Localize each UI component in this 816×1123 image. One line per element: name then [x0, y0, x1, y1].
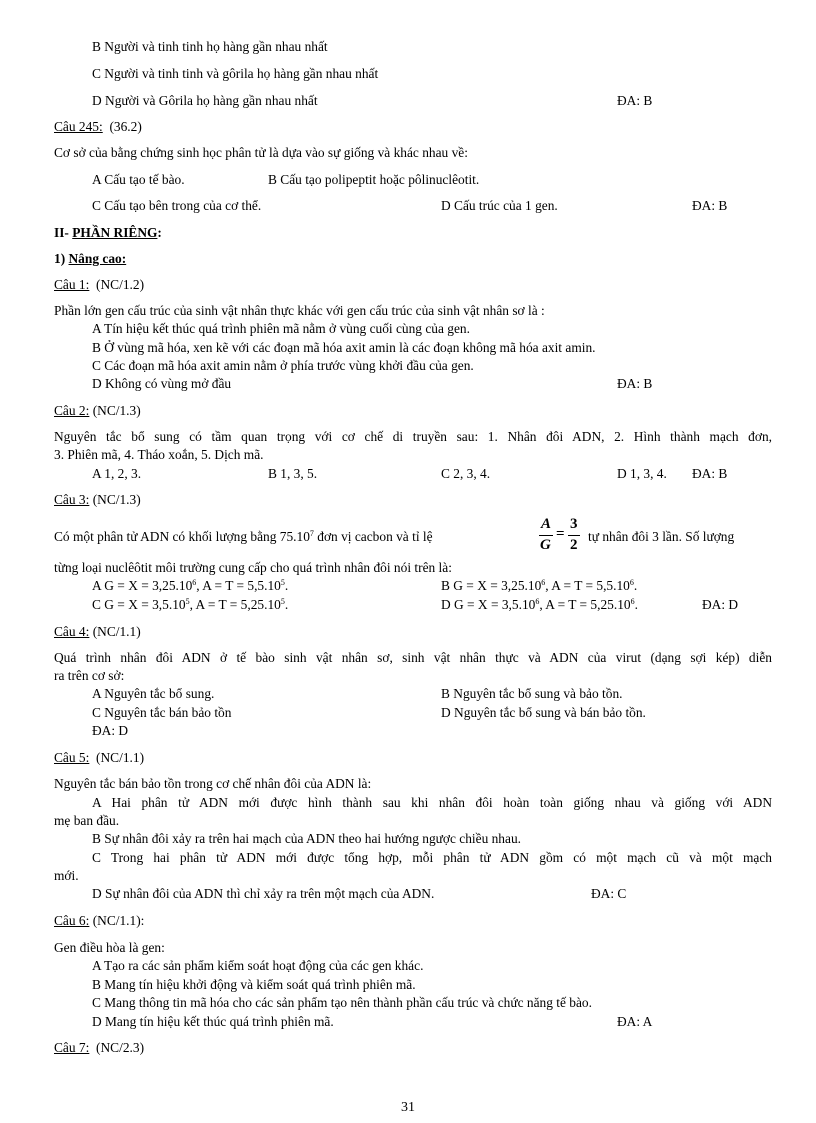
equals-sign: =: [556, 526, 565, 542]
option-d: D Sự nhân đôi của ADN thì chỉ xảy ra trên một mạch của ADN.: [92, 886, 435, 901]
question-code: (NC/1.3): [92, 492, 141, 507]
question-code: (NC/1.1): [96, 750, 145, 765]
answer: ĐA: B: [692, 198, 728, 213]
option-a: A Tín hiệu kết thúc quá trình phiên mã nằm ở vùng cuối cùng của gen.: [92, 321, 470, 336]
question-code: (NC/1.1): [92, 624, 141, 639]
option-c: C Mang thông tin mã hóa cho các sản phẩm tạo nên thành phần cấu trúc và chức năng tế bào.: [92, 995, 592, 1010]
question-header: [54, 624, 141, 640]
question-label: Câu 2:: [54, 403, 90, 418]
question-label: Câu 1:: [54, 277, 90, 292]
option-c-line-1: C Trong hai phân tử ADN mới được tổng hợp, mỗi phân tử ADN gồm có một mạch cũ và một mạch: [92, 850, 772, 865]
option-d: D $G = X = 3,5.10^6$, $A = T = 5,25.10^6$.: [441, 597, 638, 612]
question-label: Câu 5:: [54, 750, 90, 765]
option-a: A 1, 2, 3.: [92, 466, 142, 481]
question-label: Câu 4:: [54, 624, 90, 639]
option-d: D Nguyên tắc bổ sung và bán bảo tồn.: [441, 705, 646, 720]
answer: ĐA: C: [591, 886, 627, 901]
option-b: B Nguyên tắc bổ sung và bảo tồn.: [441, 686, 623, 701]
section-heading: II- PHẦN RIÊNG:: [54, 225, 162, 240]
question-label: Câu 3:: [54, 492, 90, 507]
question-stem-line-2: từng loại nuclêôtit môi trường cung cấp cho quá trình nhân đôi nói trên là:: [54, 560, 452, 575]
question-code: (NC/1.2): [96, 277, 145, 292]
question-code: (NC/1.1):: [92, 913, 145, 928]
option-a: A Nguyên tắc bổ sung.: [92, 686, 215, 701]
option-c: C Người và tinh tinh và gôrila họ hàng gần nhau nhất: [92, 66, 379, 81]
option-d: D Cấu trúc của 1 gen.: [441, 198, 558, 213]
question-stem-line-2: ra trên cơ sở:: [54, 668, 125, 683]
question-header: [54, 913, 144, 929]
answer: ĐA: B: [617, 376, 653, 391]
option-a-line-2: mẹ ban đầu.: [54, 813, 120, 828]
subsection-heading: 1) Nâng cao:: [54, 251, 127, 266]
answer: ĐA: D: [702, 597, 739, 612]
option-d: D Không có vùng mở đầu: [92, 376, 232, 391]
ratio-bar: [568, 535, 580, 536]
question-stem-line-1: Quá trình nhân đôi ADN ở tế bào sinh vật nhân sơ, sinh vật nhân thực và ADN của virut (dạng sợi kép) diễn: [54, 650, 772, 665]
section-title: PHẦN RIÊNG: [72, 225, 158, 240]
question-label: Câu 245:: [54, 119, 103, 134]
answer: ĐA: D: [92, 723, 129, 738]
option-a: A Tạo ra các sản phẩm kiểm soát hoạt động của các gen khác.: [92, 958, 424, 973]
question-stem-line-1: Nguyên tắc bổ sung có tầm quan trọng với cơ chế di truyền sau: 1. Nhân đôi ADN, 2. Hình thành mạch đơn,: [54, 429, 772, 444]
question-header: [54, 492, 141, 508]
question-code: (36.2): [109, 119, 142, 134]
option-c: C Cấu tạo bên trong của cơ thể.: [92, 198, 262, 213]
fraction-bar: [539, 535, 553, 536]
option-b: B Người và tinh tinh họ hàng gần nhau nhất: [92, 39, 328, 54]
question-label: Câu 7:: [54, 1040, 90, 1055]
question-header: [54, 403, 141, 419]
option-a-line-1: A Hai phân tử ADN mới được hình thành sau khi nhân đôi hoàn toàn giống nhau và giống với ADN: [92, 795, 772, 810]
option-b: B Cấu tạo polipeptit hoặc pôlinuclêotit.: [268, 172, 480, 187]
option-d: D Mang tín hiệu kết thúc quá trình phiên mã.: [92, 1014, 334, 1029]
question-code: (NC/1.3): [92, 403, 141, 418]
option-b: B Sự nhân đôi xảy ra trên hai mạch của ADN theo hai hướng ngược chiều nhau.: [92, 831, 521, 846]
answer: ĐA: B: [617, 93, 653, 108]
fraction-denominator: G: [540, 537, 551, 553]
question-header: [54, 277, 144, 293]
question-stem: Gen điều hòa là gen:: [54, 940, 165, 955]
option-a: A Cấu tạo tế bào.: [92, 172, 185, 187]
option-c-line-2: mới.: [54, 868, 79, 883]
option-b: B 1, 3, 5.: [268, 466, 318, 481]
question-header: [54, 1040, 144, 1056]
question-code: (NC/2.3): [96, 1040, 145, 1055]
option-c: C Các đoạn mã hóa axit amin nằm ở phía trước vùng khởi đầu của gen.: [92, 358, 474, 373]
question-label: Câu 6:: [54, 913, 90, 928]
option-b: B $G = X = 3,25.10^6$, $A = T = 5,5.10^6$.: [441, 578, 638, 593]
option-b: B Ở vùng mã hóa, xen kẽ với các đoạn mã hóa axit amin là các đoạn không mã hóa axit amin.: [92, 340, 596, 355]
option-d: D 1, 3, 4.: [617, 466, 667, 481]
answer: ĐA: A: [617, 1014, 653, 1029]
question-stem-line-1-end: tự nhân đôi 3 lần. Số lượng: [588, 529, 735, 544]
ratio-numerator: 3: [570, 516, 578, 532]
option-d: D Người và Gôrila họ hàng gần nhau nhất: [92, 93, 318, 108]
option-c: C 2, 3, 4.: [441, 466, 491, 481]
question-stem: Phần lớn gen cấu trúc của sinh vật nhân thực khác với gen cấu trúc của sinh vật nhân sơ là :: [54, 303, 545, 318]
question-stem: Cơ sở của bằng chứng sinh học phân tử là dựa vào sự giống và khác nhau về:: [54, 145, 468, 160]
question-stem: Nguyên tắc bán bảo tồn trong cơ chế nhân đôi của ADN là:: [54, 776, 372, 791]
fraction-numerator: A: [541, 516, 552, 532]
question-stem-line-1: Có một phân tử ADN có khối lượng bằng 75.10$^7$ đơn vị cacbon và tỉ lệ: [54, 529, 433, 544]
ratio-denominator: 2: [570, 537, 578, 553]
page-number: 31: [401, 1100, 415, 1115]
question-header: [54, 119, 142, 135]
question-header: [54, 750, 144, 766]
question-stem-line-2: 3. Phiên mã, 4. Tháo xoắn, 5. Dịch mã.: [54, 447, 264, 462]
answer: ĐA: B: [692, 466, 728, 481]
option-c: C Nguyên tắc bán bảo tồn: [92, 705, 232, 720]
option-a: A $G = X = 3,25.10^6$, $A = T = 5,5.10^5$.: [92, 578, 289, 593]
option-b: B Mang tín hiệu khởi động và kiểm soát quá trình phiên mã.: [92, 977, 416, 992]
option-c: C $G = X = 3,5.10^5$, $A = T = 5,25.10^5$.: [92, 597, 289, 612]
subsection-title: Nâng cao:: [68, 251, 127, 266]
